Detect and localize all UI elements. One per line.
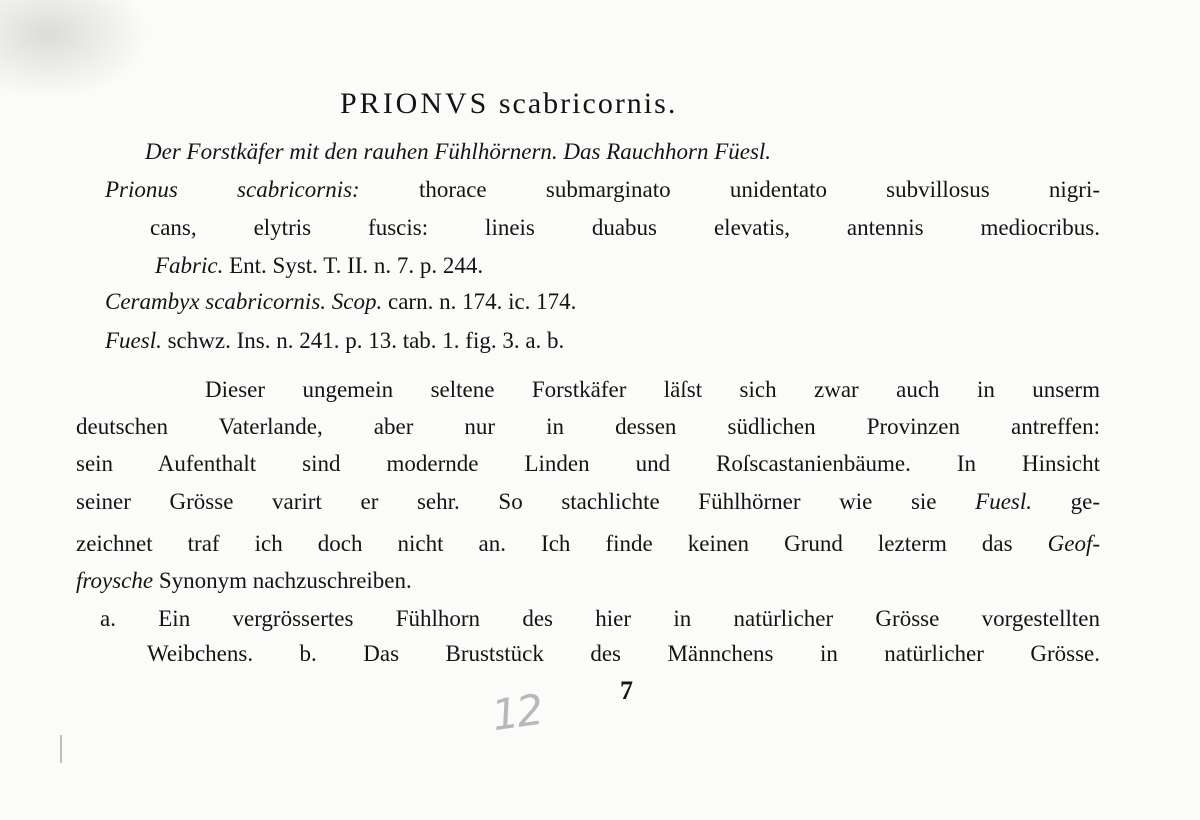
reference-author: Scop.	[331, 289, 383, 314]
reference-author: Fuesl.	[975, 489, 1033, 514]
body-line-6	[76, 565, 412, 597]
taxon-name: Cerambyx scabricornis.	[105, 289, 327, 314]
taxon-name: Prionus scabricornis:	[105, 177, 360, 202]
body-line-5	[76, 528, 1100, 560]
body-text: Synonym nachzuschreiben.	[158, 568, 412, 593]
page-title	[340, 88, 677, 120]
synonymy-line-4	[105, 286, 576, 318]
reference-text: Ent. Syst. T. II. n. 7. p. 244.	[229, 253, 484, 278]
reference-text: schwz. Ins. n. 241. p. 13. tab. 1. fig. 3. a. b.	[167, 328, 565, 353]
title-species: scabricornis.	[498, 87, 678, 120]
subtitle: Der Forstkäfer mit den rauhen Fühlhörnern. Das Rauchhorn Füesl.	[145, 139, 772, 164]
body-line-4	[76, 486, 1100, 518]
synonymy-line-1	[105, 174, 1100, 206]
margin-mark	[60, 735, 62, 763]
synonymy-line-5	[105, 325, 564, 357]
body-line-1: Dieser ungemein seltene Forstkäfer läſst sich zwar auch in unserm	[205, 377, 1100, 402]
body-text: zeichnet traf ich doch nicht an. Ich finde keinen Grund lezterm das	[76, 531, 1013, 556]
title-genus: PRIONVS	[340, 87, 490, 120]
page-number: 7	[620, 676, 633, 705]
body-line-2: deutschen Vaterlande, aber nur in dessen südlichen Provinzen antreffen:	[76, 414, 1100, 439]
figure-note-1: a. Ein vergrössertes Fühlhorn des hier in natürlicher Grösse vorgestellten	[100, 606, 1100, 631]
synonymy-line-3	[155, 250, 483, 282]
figure-note-2: Weibchens. b. Das Bruststück des Männchens in natürlicher Grösse.	[147, 641, 1100, 666]
synonymy-line-2: cans, elytris fuscis: lineis duabus elevatis, antennis mediocribus.	[150, 215, 1100, 240]
reference-author: Fuesl.	[105, 328, 162, 353]
body-text: seiner Grösse varirt er sehr. So stachlichte Fühlhörner wie sie	[76, 489, 937, 514]
pencil-annotation: 12	[488, 684, 545, 741]
body-italic: Geof-	[1047, 531, 1100, 556]
body-italic: froysche	[76, 568, 154, 593]
paper-stain	[0, 0, 150, 100]
body-line-3: sein Aufenthalt sind modernde Linden und Roſscastanienbäume. In Hinsicht	[76, 451, 1100, 476]
reference-author: Fabric.	[155, 253, 224, 278]
diagnosis-text: thorace submarginato unidentato subvillosus nigri-	[418, 177, 1101, 202]
reference-text: carn. n. 174. ic. 174.	[388, 289, 577, 314]
body-text: ge-	[1070, 489, 1101, 514]
